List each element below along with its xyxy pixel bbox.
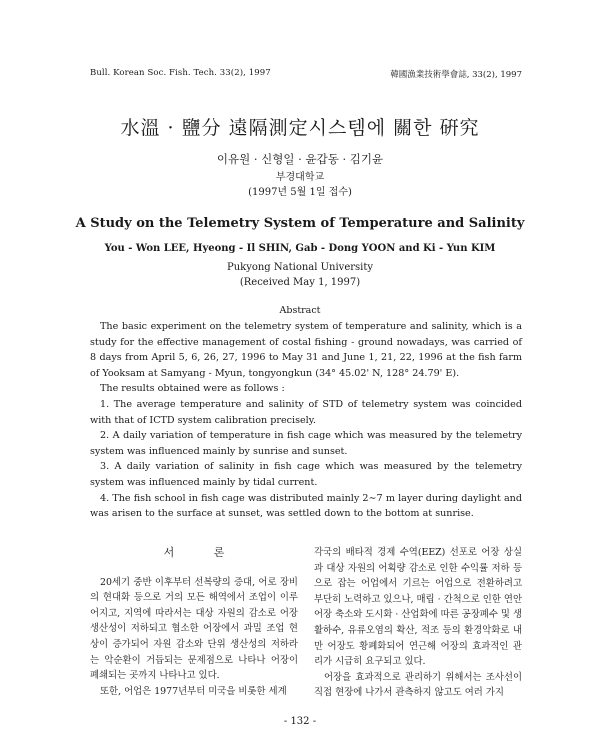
running-header-left: Bull. Korean Soc. Fish. Tech. 33(2), 1997	[90, 68, 271, 78]
abstract-item: 2. A daily variation of temperature in fish cage which was measured by the telemetry system was influenced mainly by sunrise and sunset.	[90, 430, 522, 457]
page-number: - 132 -	[283, 716, 317, 727]
english-affiliation: Pukyong National University	[226, 262, 374, 273]
body-paragraph: 각국의 배타적 경제 수역(EEZ) 선포로 어장 상실과 대상 자원의 어획량 감소로 인한 수익률 저하 등으로 잡는 어업에서 기르는 어업으로 전환하려고 부단히 노력하고 있으나, 매립 · 간척으로 인한 연안 어장 축소와 도시화 · 산업화에 따른 공장폐수 및 생활하수, 유류오염의 확산, 적조 등의 환경악화로 내만 어장도 황폐화되어 연근해 어장의 효과적인 관리가 시급히 요구되고 있다.	[314, 547, 522, 668]
section-heading-introduction: 서 론	[163, 546, 243, 559]
abstract-item: 1. The average temperature and salinity of STD of telemetry system was coincided with that of ICTD system calibration precisely.	[90, 398, 522, 426]
korean-received-date: (1997년 5월 1일 접수)	[248, 187, 352, 198]
body-paragraph: 어장을 효과적으로 관리하기 위해서는 조사선이 직접 현장에 나가서 관측하지 않고도 여러 가지	[314, 671, 522, 699]
korean-authors: 이유원 · 신형일 · 윤갑동 · 김기윤	[216, 152, 384, 166]
abstract-results-lead: The results obtained were as follows :	[100, 383, 285, 395]
english-title: A Study on the Telemetry System of Temperature and Salinity	[75, 216, 525, 231]
body-paragraph: 20세기 중반 이후부터 선복량의 증대, 어로 장비의 현대화 등으로 거의 모든 해역에서 조업이 이루어지고, 지역에 따라서는 대상 자원의 감소로 어장 생산성이 저하되고 협소한 어장에서 과밀 조업 현상이 증가되어 자원 감소와 단위 생산성의 저하라는 악순환이 거듭되는 문제점으로 나타나 어장이 폐쇄되는 곳까지 나타나고 있다.	[90, 576, 298, 682]
abstract-body	[90, 319, 522, 522]
korean-affiliation: 부경대학교	[275, 172, 325, 183]
body-column-left	[90, 545, 298, 699]
abstract-heading: Abstract	[279, 305, 321, 316]
english-authors: You - Won LEE, Hyeong - Il SHIN, Gab - Dong YOON and Ki - Yun KIM	[104, 243, 496, 254]
korean-title: 水溫 · 鹽分 遠隔測定시스템에 關한 硏究	[120, 117, 480, 139]
body-column-right	[314, 545, 522, 701]
abstract-item: 4. The fish school in fish cage was distributed mainly 2∼7 m layer during daylight and was arisen to the surface at sunset, was settled down to the bottom at sunrise.	[90, 492, 522, 520]
english-received-date: (Received May 1, 1997)	[239, 277, 361, 288]
abstract-intro: The basic experiment on the telemetry system of temperature and salinity, which is a study for the effective management of costal fishing - ground nowadays, was carried of 8 days from April 5, 6, 26, 27, 1996 to May 31 and June 1, 21, 22, 1996 at the fish farm of Yooksam at Samyang - Myun, tongyongkun (34° 45.02' N, 128° 24.79' E).	[90, 321, 522, 379]
running-header-right: 韓國漁業技術學會誌, 33(2), 1997	[390, 70, 522, 80]
body-paragraph: 또한, 어업은 1977년부터 미국을 비롯한 세계	[100, 685, 287, 697]
abstract-item: 3. A daily variation of salinity in fish cage which was measured by the telemetry system was influenced mainly by tidal current.	[90, 461, 522, 488]
